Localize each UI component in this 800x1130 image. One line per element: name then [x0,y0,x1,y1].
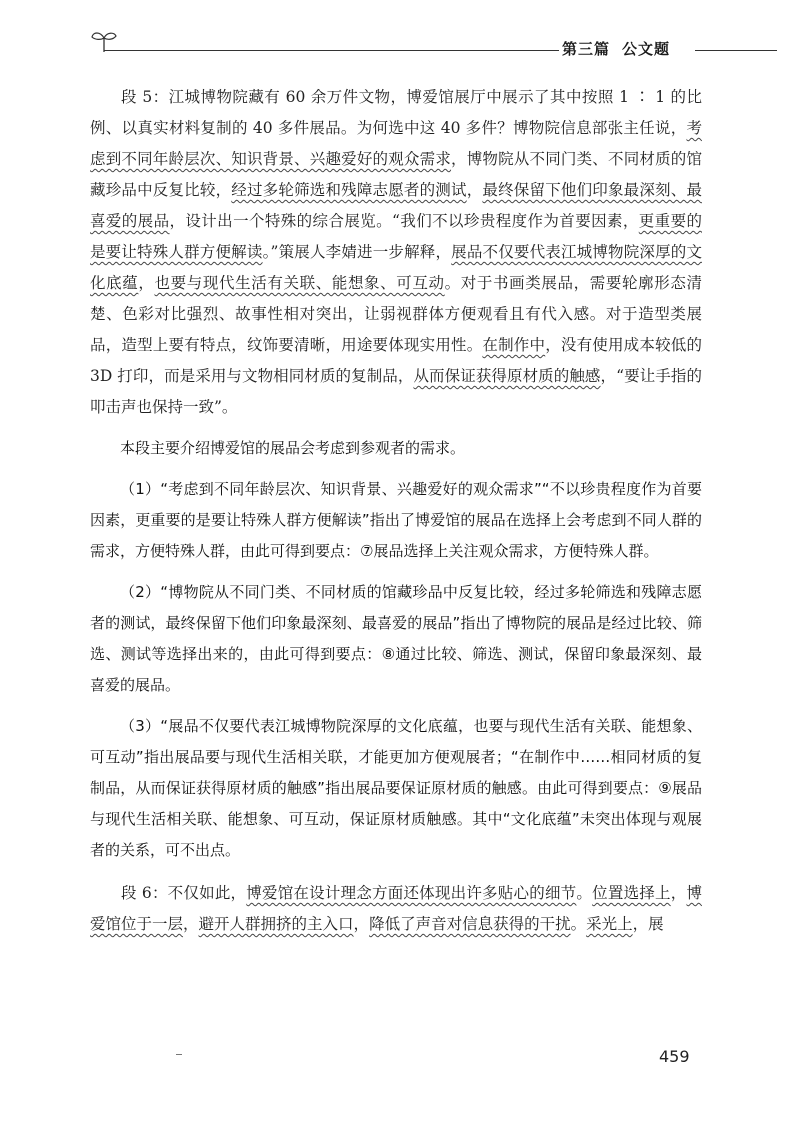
underlined-phrase: 博爱馆在设计理念方面还体现出许多贴心的细节 [246,884,577,902]
analysis-point-3: （3）“展品不仅要代表江城博物院深厚的文化底蕴，也要与现代生活有关联、能想象、可互动”指出展品要与现代生活相关联，才能更加方便观展者；“在制作中……相同材质的复制品，从而保证获得原材质的触感”指出展品要保证原材质的触感。由此可得到要点：⑨展品与现代生活相关联、能想象、可互动，保证原材质触感。其中“文化底蕴”未突出体现与观展者的关系，可不出点。 [90,717,702,859]
analysis-point-1: （1）“考虑到不同年龄层次、知识背景、兴趣爱好的观众需求”“不以珍贵程度作为首要因素，更重要的是要让特殊人群方便解读”指出了博爱馆的展品在选择上会考虑到不同人群的需求，方便特殊人群，由此可得到要点：⑦展品选择上关注观众需求，方便特殊人群。 [90,480,702,560]
text-run: 段 6：不仅如此， [121,884,247,902]
text-run: ，“要让手指的叩击声也保持一致”。 [90,367,702,416]
text-run: ， [183,915,199,933]
underlined-phrase: 最终保留下他们印象最深刻、最喜爱的展品 [90,181,702,230]
underlined-phrase: 更重要的是要让特殊人群方便解读 [90,212,702,261]
underlined-phrase: 展品不仅要代表江城博物院深厚的文化底蕴 [90,243,702,292]
underlined-phrase: 在制作中 [482,336,546,354]
paragraph-5-quote [90,82,702,423]
analysis-point-2: （2）“博物院从不同门类、不同材质的馆藏珍品中反复比较，经过多轮筛选和残障志愿者的测试，最终保留下他们印象最深刻、最喜爱的展品”指出了博物院的展品是经过比较、筛选、测试等选择出来的，由此可得到要点：⑧通过比较、筛选、测试，保留印象最深刻、最喜爱的展品。 [90,583,702,694]
text-run: ， [353,915,370,933]
text-run: ，设计出一个特殊的综合展览。“我们不以珍贵程度作为首要因素， [169,212,639,230]
header-title [562,38,682,59]
underlined-phrase: 也要与现代生活有关联、能想象、可互动 [154,274,445,292]
header-chapter: 公文题 [622,40,671,58]
text-run: 。 [576,884,593,902]
header-rule-right [695,50,777,51]
text-run: 。对于书画类展品，需要轮廓形态清楚、色彩对比强烈、故事性相对突出，让弱视群体方便观看且有代入感。对于造型类展品，造型上要有特点，纹饰要清晰，用途要体现实用性。 [90,274,702,354]
page-number: 459 [659,1047,690,1066]
underlined-phrase: 博爱馆位于一层 [90,884,702,933]
paragraph-5-summary: 本段主要介绍博爱馆的展品会考虑到参观者的需求。 [120,439,466,457]
text-run: ，没有使用成本较低的 3D 打印，而是采用与文物相同材质的复制品， [90,336,702,385]
text-run: ， [138,274,155,292]
running-header [90,28,780,68]
underlined-phrase: 从而保证获得原材质的触感 [413,367,601,385]
text-run: ，博物院从不同门类、不同材质的馆藏珍品中反复比较， [90,150,702,199]
footer-mark [176,1054,182,1055]
underlined-phrase: 采光上 [586,915,633,933]
text-run: ，展 [632,915,664,933]
header-rule-left [104,50,559,51]
text-run: 段 5：江城博物院藏有 60 余万件文物，博爱馆展厅中展示了其中按照 1 ∶ 1 的比例、以真实材料复制的 40 多件展品。为何选中这 40 多件？博物院信息部张主任说， [90,88,702,137]
text-run: ， [466,181,483,199]
header-section: 第三篇 [562,40,611,58]
page-body [90,82,702,940]
text-run: 。 [570,915,587,933]
underlined-phrase: 经过多轮筛选和残障志愿者的测试 [231,181,467,199]
underlined-phrase: 考虑到不同年龄层次、知识背景、兴趣爱好的观众需求 [90,119,702,168]
underlined-phrase: 降低了声音对信息获得的干扰 [369,915,571,933]
text-run: ， [670,884,687,902]
paragraph-6-quote [90,878,702,940]
underlined-phrase: 避开人群拥挤的主入口 [198,915,354,933]
underlined-phrase: 位置选择上 [592,884,671,902]
text-run: 。”策展人李婧进一步解释， [262,243,452,261]
